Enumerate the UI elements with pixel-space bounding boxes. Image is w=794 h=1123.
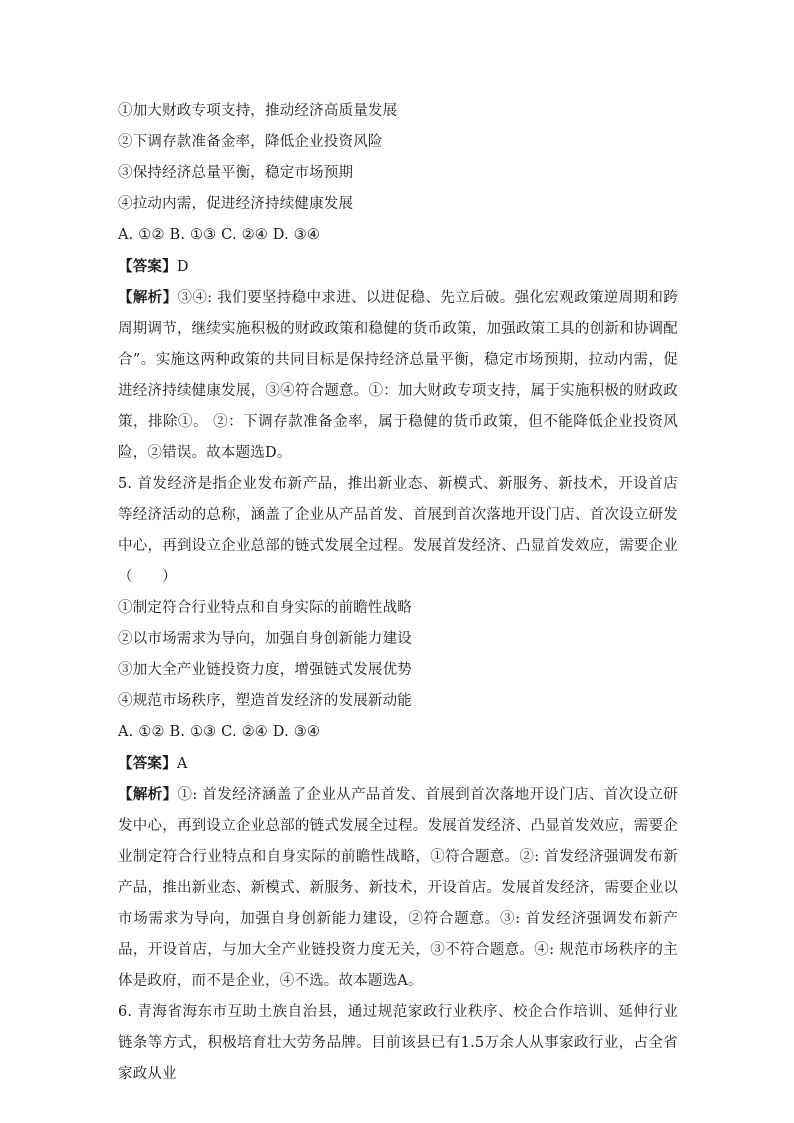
q5-option-4: ④规范市场秩序，塑造首发经济的发展新动能 (118, 693, 412, 709)
q4-option-3: ③保持经济总量平衡，稳定市场预期 (118, 165, 354, 181)
q4-analysis (118, 282, 678, 469)
q5-answer (118, 748, 678, 779)
q4-option-2: ②下调存款准备金率，降低企业投资风险 (118, 134, 383, 150)
q4-answer (118, 251, 678, 282)
q4-option-1: ①加大财政专项支持，推动经济高质量发展 (118, 103, 398, 119)
q4-choices: A. ①② B. ①③ C. ②④ D. ③④ (118, 227, 321, 243)
q5-choices: A. ①② B. ①③ C. ②④ D. ③④ (118, 724, 321, 740)
q5-analysis (118, 779, 678, 997)
q4-answer-tag: 【答案】 (118, 258, 177, 275)
q4-analysis-tag: 【解析】 (118, 289, 178, 306)
q6-stem: 6. 青海省海东市互助土族自治县，通过规范家政行业秩序、校企合作培训、延伸行业链条等方式，积极培育壮大劳务品牌。目前该县已有1.5万余人从事家政行业，占全省家政从业 (118, 1004, 678, 1082)
page-content (118, 96, 678, 1090)
q4-answer-value: D (176, 259, 189, 275)
q5-stem: 5. 首发经济是指企业发布新产品，推出新业态、新模式、新服务、新技术，开设首店等经济活动的总称，涵盖了企业从产品首发、首展到首次落地开设门店、首次设立研发中心，再到设立企业总部的链式发展全过程。发展首发经济、凸显首发效应，需要企业（ ） (118, 476, 678, 585)
q4-analysis-text: ③④: 我们要坚持稳中求进、以进促稳、先立后破。强化宏观政策逆周期和跨周期调节，继续实施积极的财政政策和稳健的货币政策，加强政策工具的创新和协调配合”。实施这两种政策的共同目标是保持经济总量平衡，稳定市场预期，拉动内需，促进经济持续健康发展，③④符合题意。①：加大财政专项支持，属于实施积极的财政政策，排除①。 ②：下调存款准备金率，属于稳健的货币政策，但不能降低企业投资风险，②错误。故本题选D。 (118, 290, 678, 461)
q5-analysis-tag: 【解析】 (118, 786, 178, 803)
q4-option-4: ④拉动内需，促进经济持续健康发展 (118, 196, 354, 212)
q5-answer-value: A (176, 756, 188, 772)
q5-option-2: ②以市场需求为导向，加强自身创新能力建设 (118, 631, 412, 647)
q5-answer-tag: 【答案】 (118, 755, 177, 772)
q5-option-3: ③加大全产业链投资力度，增强链式发展优势 (118, 662, 412, 678)
q5-option-1: ①制定符合行业特点和自身实际的前瞻性战略 (118, 600, 412, 616)
q5-analysis-text: ①: 首发经济涵盖了企业从产品首发、首展到首次落地开设门店、首次设立研发中心，再到设立企业总部的链式发展全过程。发展首发经济、凸显首发效应，需要企业制定符合行业特点和自身实际的前瞻性战略，①符合题意。②: 首发经济强调发布新产品，推出新业态、新模式、新服务、新技术，开设首店。发展首发经济，需要企业以市场需求为导向，加强自身创新能力建设，②符合题意。③: 首发经济强调发布新产品，开设首店，与加大全产业链投资力度无关，③不符合题意。④: 规范市场秩序的主体是政府，而不是企业，④不选。故本题选A。 (118, 787, 678, 989)
